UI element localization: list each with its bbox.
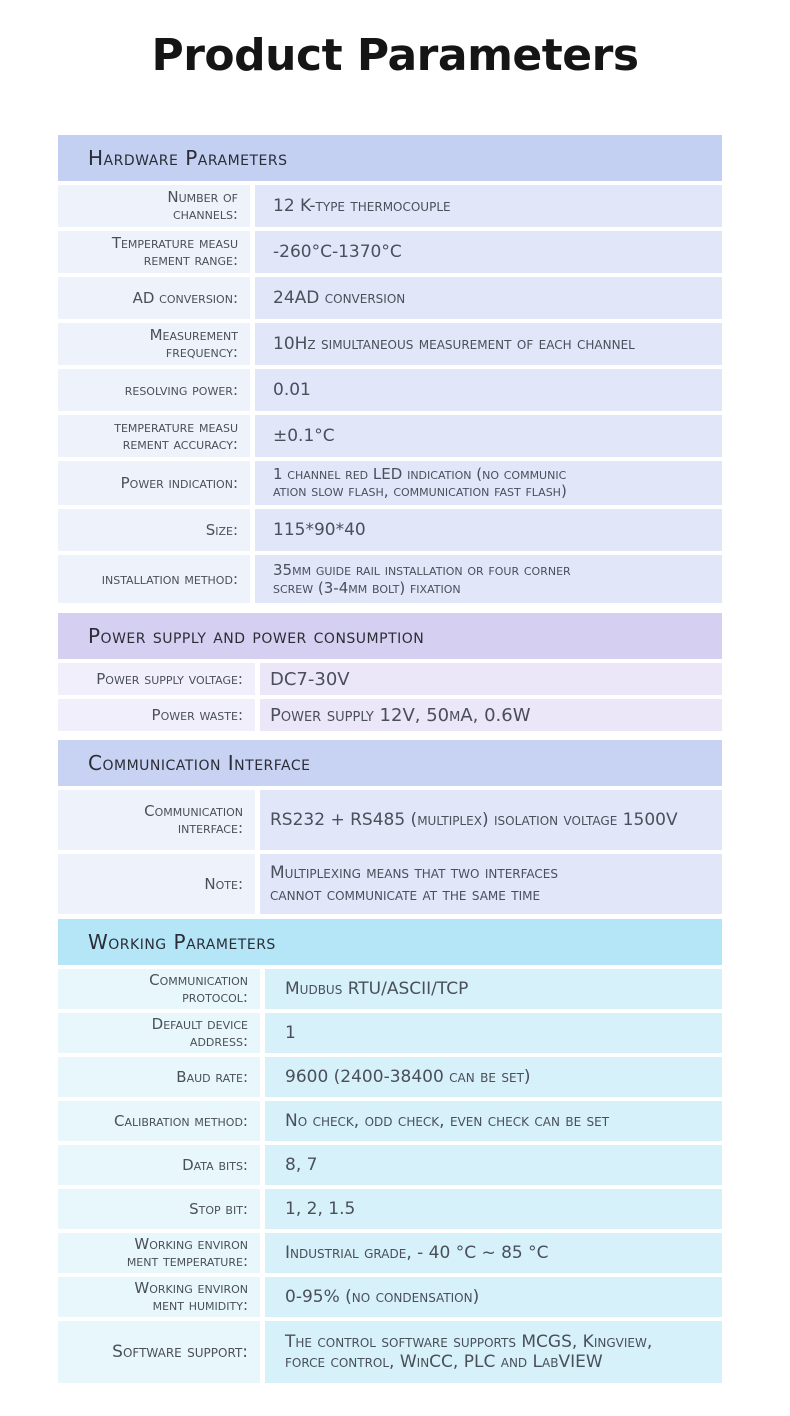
- param-label: Communication protocol:: [58, 969, 260, 1009]
- param-value: 10Hz simultaneous measurement of each channel: [255, 323, 722, 365]
- param-value: 1: [265, 1013, 722, 1053]
- param-label: AD conversion:: [58, 277, 250, 319]
- param-label: Calibration method:: [58, 1101, 260, 1141]
- param-value: 35mm guide rail installation or four corner screw (3-4mm bolt) fixation: [255, 555, 722, 603]
- table-row: [58, 323, 722, 365]
- param-label: Note:: [58, 854, 255, 914]
- param-value: No check, odd check, even check can be set: [265, 1101, 722, 1141]
- param-label: Power waste:: [58, 699, 255, 731]
- section-header: Hardware Parameters: [58, 135, 722, 181]
- section-header: Communication Interface: [58, 740, 722, 786]
- table-row: [58, 969, 722, 1009]
- param-value: 0.01: [255, 369, 722, 411]
- param-label: Data bits:: [58, 1145, 260, 1185]
- param-value: RS232 + RS485 (multiplex) isolation voltage 1500V: [260, 790, 722, 850]
- table-row: [58, 415, 722, 457]
- param-value: 1, 2, 1.5: [265, 1189, 722, 1229]
- table-row: [58, 1101, 722, 1141]
- table-row: [58, 509, 722, 551]
- table-row: [58, 1233, 722, 1273]
- param-label: resolving power:: [58, 369, 250, 411]
- table-row: [58, 277, 722, 319]
- section-header: Working Parameters: [58, 919, 722, 965]
- table-row: [58, 369, 722, 411]
- param-label: installation method:: [58, 555, 250, 603]
- param-label: Measurement frequency:: [58, 323, 250, 365]
- table-row: [58, 1057, 722, 1097]
- table-row: [58, 185, 722, 227]
- param-value: 9600 (2400-38400 can be set): [265, 1057, 722, 1097]
- param-value: 8, 7: [265, 1145, 722, 1185]
- param-value: The control software supports MCGS, Kingview, force control, WinCC, PLC and LabVIEW: [265, 1321, 722, 1383]
- param-value: 12 K-type thermocouple: [255, 185, 722, 227]
- hardware-parameters-section: [58, 135, 722, 603]
- param-label: Size:: [58, 509, 250, 551]
- param-label: Temperature measu rement range:: [58, 231, 250, 273]
- table-row: [58, 790, 722, 850]
- param-label: Working environ ment temperature:: [58, 1233, 260, 1273]
- param-value: Industrial grade, - 40 °C ~ 85 °C: [265, 1233, 722, 1273]
- param-value: 0-95% (no condensation): [265, 1277, 722, 1317]
- param-value: ±0.1°C: [255, 415, 722, 457]
- param-label: Default device address:: [58, 1013, 260, 1053]
- table-row: [58, 461, 722, 505]
- param-label: Software support:: [58, 1321, 260, 1383]
- table-row: [58, 1145, 722, 1185]
- table-row: [58, 555, 722, 603]
- param-value: Power supply 12V, 50mA, 0.6W: [260, 699, 722, 731]
- table-row: [58, 1277, 722, 1317]
- section-header: Power supply and power consumption: [58, 613, 722, 659]
- table-row: [58, 1321, 722, 1383]
- table-row: [58, 854, 722, 914]
- param-value: DC7-30V: [260, 663, 722, 695]
- table-row: [58, 231, 722, 273]
- param-value: -260°C-1370°C: [255, 231, 722, 273]
- page-title: Product Parameters: [151, 30, 639, 81]
- param-label: Power supply voltage:: [58, 663, 255, 695]
- param-value: Multiplexing means that two interfaces cannot communicate at the same time: [260, 854, 722, 914]
- table-row: [58, 699, 722, 731]
- power-supply-section: [58, 613, 722, 731]
- param-label: Stop bit:: [58, 1189, 260, 1229]
- param-label: Baud rate:: [58, 1057, 260, 1097]
- param-label: Power indication:: [58, 461, 250, 505]
- param-value: Mudbus RTU/ASCII/TCP: [265, 969, 722, 1009]
- table-row: [58, 1013, 722, 1053]
- param-value: 24AD conversion: [255, 277, 722, 319]
- communication-interface-section: [58, 740, 722, 914]
- param-value: 1 channel red LED indication (no communic ation slow flash, communication fast flash): [255, 461, 722, 505]
- table-row: [58, 663, 722, 695]
- param-label: Communication interface:: [58, 790, 255, 850]
- param-label: Number of channels:: [58, 185, 250, 227]
- param-label: Working environ ment humidity:: [58, 1277, 260, 1317]
- working-parameters-section: [58, 919, 722, 1383]
- param-label: temperature measu rement accuracy:: [58, 415, 250, 457]
- param-value: 115*90*40: [255, 509, 722, 551]
- table-row: [58, 1189, 722, 1229]
